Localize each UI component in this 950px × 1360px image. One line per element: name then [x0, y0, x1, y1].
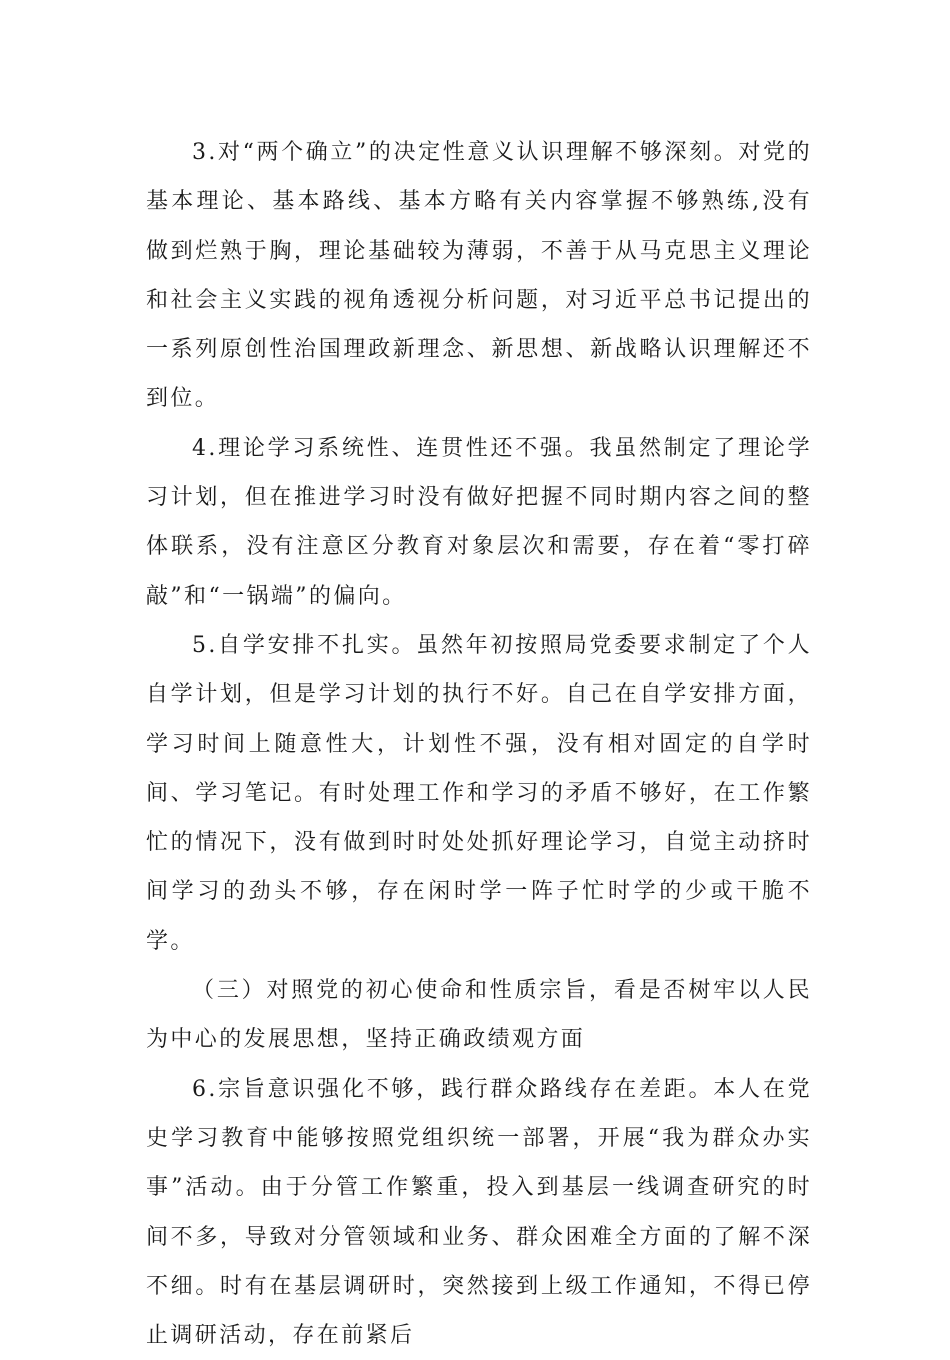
paragraph-item-3: 3.对“两个确立”的决定性意义认识理解不够深刻。对党的基本理论、基本路线、基本方略有关内容掌握不够熟练,没有做到烂熟于胸，理论基础较为薄弱，不善于从马克思主义理论和社会主义实践的视角透视分析问题，对习近平总书记提出的一系列原创性治国理政新理念、新思想、新战略认识理解还不到位。 — [146, 140, 812, 412]
paragraph-item-5: 5.自学安排不扎实。虽然年初按照局党委要求制定了个人自学计划，但是学习计划的执行不好。自己在自学安排方面，学习时间上随意性大，计划性不强，没有相对固定的自学时间、学习笔记。有时处理工作和学习的矛盾不够好，在工作繁忙的情况下，没有做到时时处处抓好理论学习，自觉主动挤时间学习的劲头不够，存在闲时学一阵子忙时学的少或干脆不学。 — [146, 632, 812, 954]
document-body — [146, 128, 812, 1360]
section-heading-3: （三）对照党的初心使命和性质宗旨，看是否树牢以人民为中心的发展思想，坚持正确政绩观方面 — [146, 978, 812, 1053]
paragraph-item-6: 6.宗旨意识强化不够，践行群众路线存在差距。本人在党史学习教育中能够按照党组织统一部署，开展“我为群众办实事”活动。由于分管工作繁重，投入到基层一线调查研究的时间不多，导致对分管领域和业务、群众困难全方面的了解不深不细。时有在基层调研时，突然接到上级工作通知，不得已停止调研活动，存在前紧后 — [146, 1076, 812, 1349]
paragraph-item-4: 4.理论学习系统性、连贯性还不强。我虽然制定了理论学习计划，但在推进学习时没有做好把握不同时期内容之间的整体联系，没有注意区分教育对象层次和需要，存在着“零打碎敲”和“一锅端”的偏向。 — [146, 435, 812, 609]
